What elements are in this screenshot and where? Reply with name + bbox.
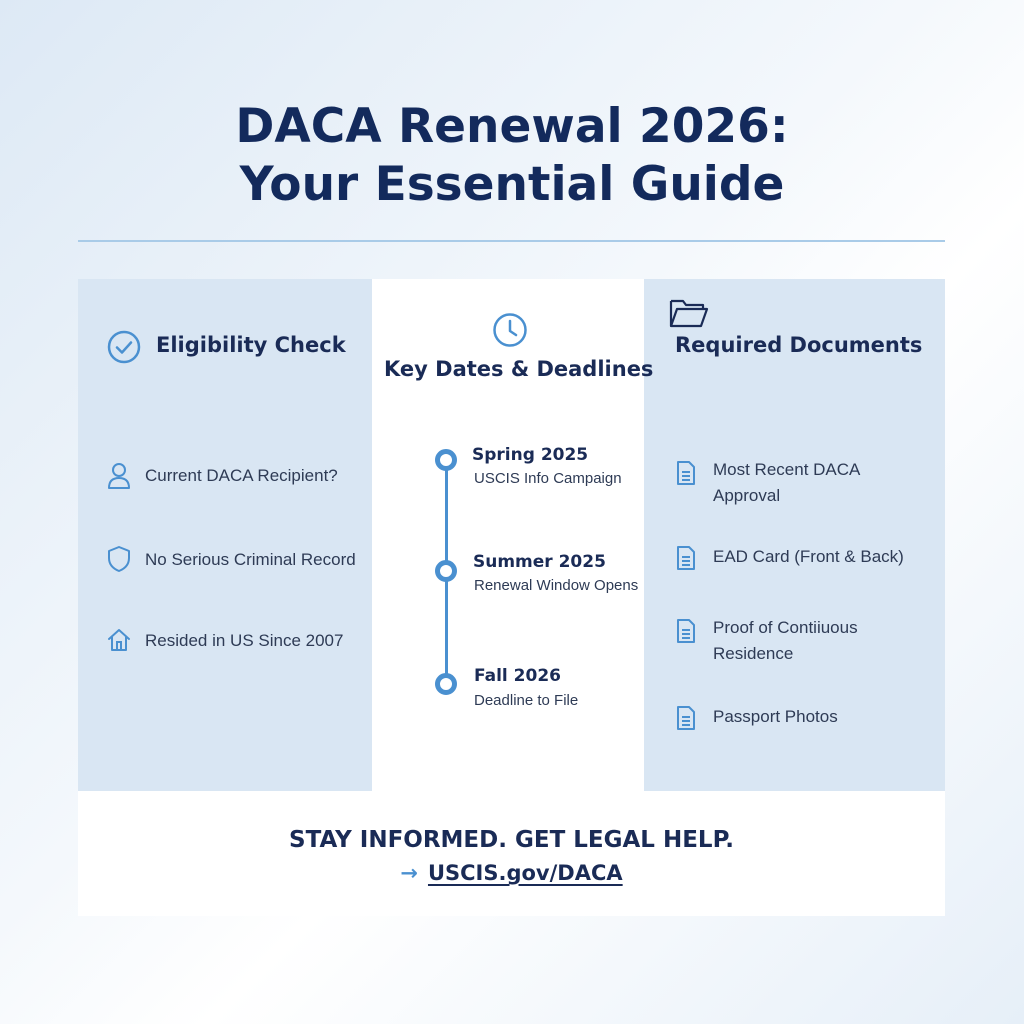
timeline-title-spring-2025: Spring 2025 bbox=[472, 445, 589, 465]
page-title-line1: DACA Renewal 2026: bbox=[235, 99, 789, 154]
dates-heading: Key Dates & Deadlines bbox=[384, 357, 654, 381]
check-circle-icon bbox=[107, 330, 141, 364]
footer-title: STAY INFORMED. GET LEGAL HELP. bbox=[289, 827, 734, 853]
uscis-daca-link[interactable]: USCIS.gov/DACA bbox=[427, 861, 623, 885]
clock-icon bbox=[492, 312, 528, 348]
dates-panel bbox=[372, 279, 644, 791]
document-icon bbox=[676, 460, 696, 486]
title-divider bbox=[78, 240, 945, 242]
page-title-line2: Your Essential Guide bbox=[239, 157, 785, 212]
footer-banner bbox=[78, 791, 945, 916]
home-icon bbox=[106, 627, 132, 653]
timeline-title-summer-2025: Summer 2025 bbox=[473, 552, 606, 572]
timeline-dot bbox=[435, 560, 457, 582]
timeline-subtitle-spring-2025: USCIS Info Campaign bbox=[474, 470, 622, 487]
shield-icon bbox=[107, 545, 131, 573]
timeline-dot bbox=[435, 449, 457, 471]
document-icon bbox=[676, 545, 696, 571]
document-icon bbox=[676, 705, 696, 731]
folder-icon bbox=[669, 297, 709, 329]
document-item-passport-photos: Passport Photos bbox=[713, 707, 838, 726]
timeline-subtitle-summer-2025: Renewal Window Opens bbox=[474, 577, 639, 594]
eligibility-item-criminal-record: No Serious Criminal Record bbox=[145, 550, 356, 569]
footer-link-row bbox=[78, 861, 945, 885]
page-title bbox=[0, 98, 1024, 214]
document-item-daca-approval: Most Recent DACA Approval bbox=[713, 460, 861, 505]
timeline-dot bbox=[435, 673, 457, 695]
documents-heading: Required Documents bbox=[675, 333, 923, 357]
document-item-ead-card: EAD Card (Front & Back) bbox=[713, 547, 904, 566]
timeline-subtitle-fall-2026: Deadline to File bbox=[474, 692, 579, 709]
document-icon bbox=[676, 618, 696, 644]
eligibility-item-recipient: Current DACA Recipient? bbox=[145, 466, 338, 485]
document-item-proof-of-residence: Proof of Contiiuous Residence bbox=[713, 618, 858, 663]
person-icon bbox=[107, 462, 131, 490]
arrow-right-icon: → bbox=[400, 861, 418, 885]
eligibility-item-residence: Resided in US Since 2007 bbox=[145, 631, 344, 650]
timeline-title-fall-2026: Fall 2026 bbox=[474, 666, 561, 686]
eligibility-heading: Eligibility Check bbox=[156, 333, 346, 357]
